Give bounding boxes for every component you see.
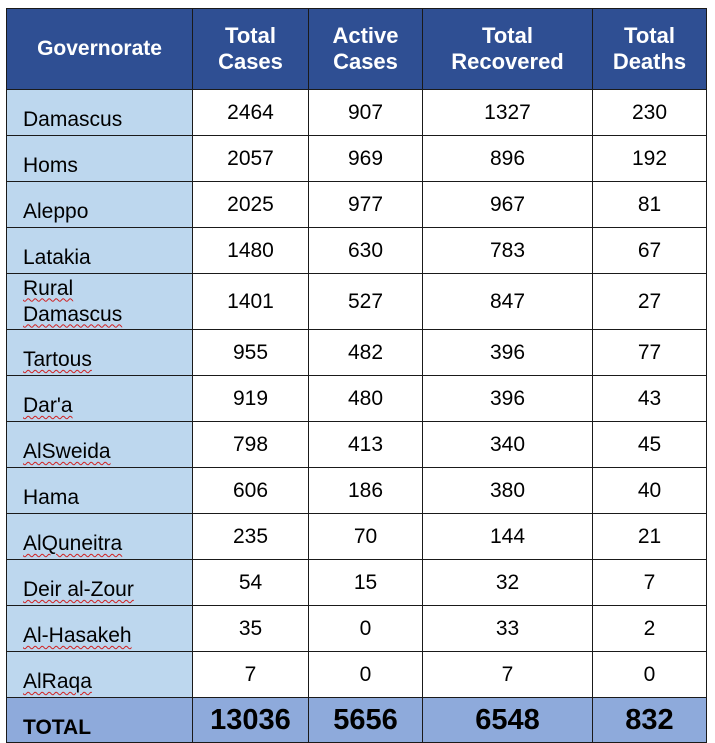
table-row	[7, 422, 707, 468]
total-deaths-cell: 7	[593, 560, 707, 606]
governorate-name-cell	[7, 274, 193, 330]
governorate-name: Damascus	[23, 108, 123, 131]
total-cases-cell: 1401	[193, 274, 309, 330]
governorate-name: Deir al-Zour	[23, 578, 134, 601]
total-recovered-cell: 32	[423, 560, 593, 606]
table-row	[7, 514, 707, 560]
governorate-name: Aleppo	[23, 200, 89, 223]
total-deaths-cell: 2	[593, 606, 707, 652]
active-cases-cell: 977	[309, 182, 423, 228]
total-recovered-cell: 896	[423, 136, 593, 182]
total-row	[7, 698, 707, 743]
active-cases-cell: 186	[309, 468, 423, 514]
governorate-name: Dar'a	[23, 394, 73, 417]
table-row	[7, 90, 707, 136]
governorate-name-cell	[7, 376, 193, 422]
governorate-name: Latakia	[23, 246, 91, 269]
active-cases-cell: 630	[309, 228, 423, 274]
governorate-name-cell	[7, 652, 193, 698]
total-recovered-cell: 340	[423, 422, 593, 468]
total-recovered-cell: 396	[423, 330, 593, 376]
active-cases-cell: 0	[309, 652, 423, 698]
governorate-name-cell	[7, 514, 193, 560]
total-cases-cell: 7	[193, 652, 309, 698]
total-cases-cell: 54	[193, 560, 309, 606]
table-row	[7, 136, 707, 182]
total-recovered-cell: 1327	[423, 90, 593, 136]
total-deaths-cell: 230	[593, 90, 707, 136]
total-cases-cell: 2025	[193, 182, 309, 228]
active-cases-cell: 527	[309, 274, 423, 330]
active-cases-cell: 482	[309, 330, 423, 376]
deaths-sum: 832	[593, 698, 707, 743]
recovered-sum: 6548	[423, 698, 593, 743]
governorate-name: AlSweida	[23, 440, 111, 463]
table-row	[7, 652, 707, 698]
active-cases-cell: 907	[309, 90, 423, 136]
total-recovered-cell: 783	[423, 228, 593, 274]
total-cases-cell: 606	[193, 468, 309, 514]
governorate-name: AlQuneitra	[23, 532, 123, 555]
total-deaths-cell: 21	[593, 514, 707, 560]
total-label: TOTAL	[7, 698, 193, 743]
total-recovered-cell: 396	[423, 376, 593, 422]
active-cases-cell: 969	[309, 136, 423, 182]
governorate-name-cell	[7, 468, 193, 514]
total-deaths-cell: 77	[593, 330, 707, 376]
governorate-name-cell	[7, 606, 193, 652]
table-row	[7, 376, 707, 422]
total-cases-cell: 955	[193, 330, 309, 376]
governorate-name: AlRaqa	[23, 670, 92, 693]
total-deaths-cell: 43	[593, 376, 707, 422]
total-deaths-cell: 40	[593, 468, 707, 514]
total-cases-cell: 798	[193, 422, 309, 468]
governorate-name-cell	[7, 182, 193, 228]
total-recovered-cell: 144	[423, 514, 593, 560]
header-row	[7, 9, 707, 90]
total-recovered-cell: 847	[423, 274, 593, 330]
governorate-name-cell	[7, 330, 193, 376]
header-total-cases: Total Cases	[193, 9, 309, 90]
active-cases-cell: 70	[309, 514, 423, 560]
table-row	[7, 274, 707, 330]
governorate-name: Homs	[23, 154, 78, 177]
active-cases-cell: 15	[309, 560, 423, 606]
active-cases-cell: 0	[309, 606, 423, 652]
total-recovered-cell: 380	[423, 468, 593, 514]
active-cases-cell: 413	[309, 422, 423, 468]
governorate-name-cell	[7, 90, 193, 136]
header-total-recovered: Total Recovered	[423, 9, 593, 90]
governorate-name-cell	[7, 136, 193, 182]
governorate-name: Rural Damascus	[23, 276, 123, 326]
table-row	[7, 182, 707, 228]
total-cases-sum: 13036	[193, 698, 309, 743]
total-deaths-cell: 45	[593, 422, 707, 468]
governorate-name: Al-Hasakeh	[23, 624, 132, 647]
governorate-name-cell	[7, 560, 193, 606]
total-deaths-cell: 192	[593, 136, 707, 182]
total-recovered-cell: 33	[423, 606, 593, 652]
total-cases-cell: 919	[193, 376, 309, 422]
table-row	[7, 228, 707, 274]
governorate-name-cell	[7, 422, 193, 468]
total-cases-cell: 2464	[193, 90, 309, 136]
table-row	[7, 606, 707, 652]
header-total-deaths: Total Deaths	[593, 9, 707, 90]
governorate-name: Hama	[23, 486, 80, 509]
active-cases-cell: 480	[309, 376, 423, 422]
total-recovered-cell: 967	[423, 182, 593, 228]
governorate-name-cell	[7, 228, 193, 274]
total-deaths-cell: 0	[593, 652, 707, 698]
total-cases-cell: 235	[193, 514, 309, 560]
total-deaths-cell: 27	[593, 274, 707, 330]
active-cases-sum: 5656	[309, 698, 423, 743]
total-cases-cell: 1480	[193, 228, 309, 274]
table-row	[7, 330, 707, 376]
table-row	[7, 468, 707, 514]
total-cases-cell: 35	[193, 606, 309, 652]
total-recovered-cell: 7	[423, 652, 593, 698]
total-deaths-cell: 81	[593, 182, 707, 228]
table-row	[7, 560, 707, 606]
total-deaths-cell: 67	[593, 228, 707, 274]
header-governorate: Governorate	[7, 9, 193, 90]
header-active-cases: Active Cases	[309, 9, 423, 90]
governorate-name: Tartous	[23, 348, 92, 371]
governorate-covid-table	[6, 8, 707, 743]
total-cases-cell: 2057	[193, 136, 309, 182]
